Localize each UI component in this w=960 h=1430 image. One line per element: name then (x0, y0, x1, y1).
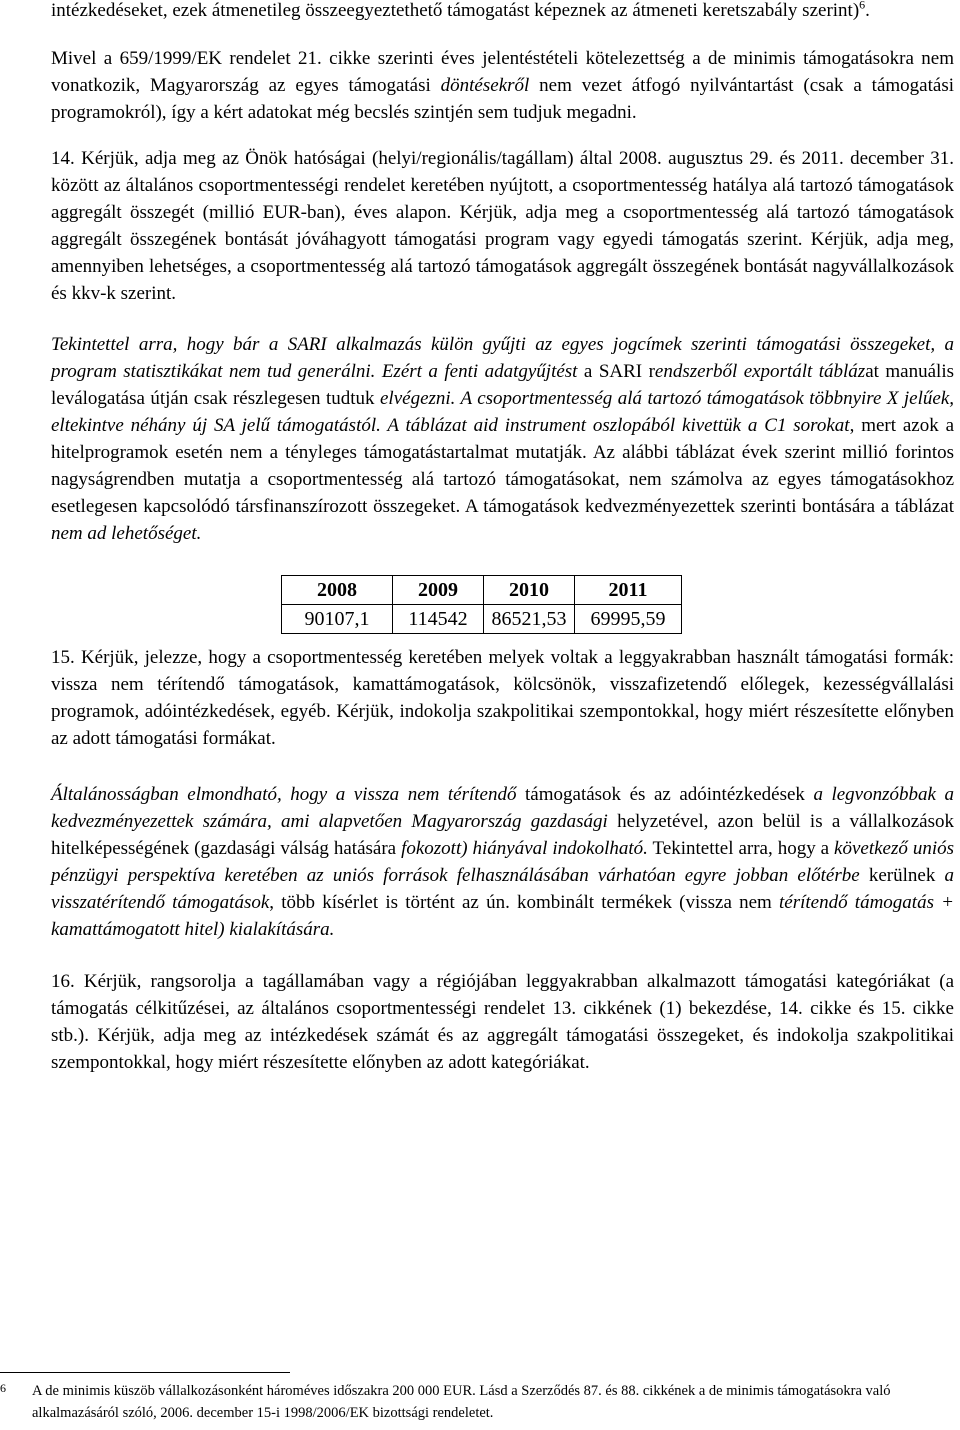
question-15 (51, 644, 954, 752)
italic-run: nem ad lehetőséget. (51, 523, 202, 544)
text-run: kerülnek (859, 865, 945, 886)
table-cell: 90107,1 (282, 605, 393, 634)
table-header-cell: 2009 (393, 576, 484, 605)
text-run: Kérjük, rangsorolja a tagállamában vagy a régiójában leggyakrabban alkalmazott támogatási kategóriákat (a támogatás célkitűzései, az általános csoportmentességi rendelet 13. cikkének (1) bekezdése, 14. cikke és 15. cikke stb.). Kérjük, adja meg az intézkedések számát és az aggregált támogatási összegeket, és indokolja szakpolitikai szempontokkal, hogy miért részesítette előnyben az adott kategóriákat. (51, 971, 954, 1073)
table-row (282, 605, 682, 634)
text-run: helyzetével, azon belül is a vállalkozások hitelképességének (gazdasági válság hatására (51, 811, 954, 859)
italic-run: Tekintettel arra, hogy bár a SARI alkalmazás külön gyűjti az egyes jogcímek szerinti támogatási összegeket, a program statisztikákat nem tud generálni. Ezért a fenti adatgyűjtést (51, 334, 954, 382)
question-number: 14. (51, 148, 75, 169)
answer-15 (51, 781, 954, 943)
question-14 (51, 145, 954, 307)
text-run: nem vezet átfogó nyilvántartást (csak a támogatási programokról), így a kért adatokat még becslés szintjén sem tudjuk megadni. (51, 75, 954, 123)
question-text (51, 647, 954, 749)
table-cell: 69995,59 (575, 605, 682, 634)
text-run: Mivel a 659/1999/EK rendelet 21. cikke szerinti éves jelentéstételi kötelezettség a de minimis támogatásokra nem vonatkozik, Magyarország az egyes támogatási (51, 48, 954, 96)
italic-run: fokozott) hiányával indokolható. (401, 838, 648, 859)
yearly-totals-table-wrap (281, 575, 954, 634)
text-run: támogatások és az adóintézkedések (516, 784, 814, 805)
italic-run: térítendő támogatás + kamattámogatott hitel) kialakítására. (51, 892, 954, 940)
text-run: . (865, 0, 870, 21)
text-run: Kérjük, jelezze, hogy a csoportmentesség keretében melyek voltak a leggyakrabban használt támogatási formák: vissza nem térítendő támogatások, kamattámogatások, kölcsönök, visszafizetendő előlegek, kezességvállalási programok, adóintézkedések, egyéb. Kérjük, indokolja szakpolitikai szempontokkal, hogy miért részesítette előnyben az adott támogatási formákat. (51, 647, 954, 749)
table-header-cell: 2011 (575, 576, 682, 605)
footnote-mark: 6 (0, 1381, 6, 1395)
text-run: Tekintettel arra, hogy a (647, 838, 835, 859)
document-page (51, 0, 954, 1076)
text-run: at manuális leválogatása útján csak részlegesen tudtuk (51, 361, 954, 409)
table-cell: 86521,53 (484, 605, 575, 634)
text-run: intézkedéseket, ezek átmenetileg összeegyeztethető támogatást képeznek az átmeneti keretszabály szerint) (51, 0, 860, 21)
italic-run: elvégezni. A csoportmentesség alá tartozó támogatások többnyire X jelűek, eltekintve néhány új SA jelű támogatástól. A táblázat aid instrument oszlopából kivettük a C1 sorokat (51, 388, 955, 436)
table-header-row (282, 576, 682, 605)
text-run: a SARI r (577, 361, 655, 382)
question-text (51, 148, 954, 304)
yearly-totals-table (281, 575, 682, 634)
italic-run: döntésekről (440, 75, 530, 96)
italic-run: következő uniós pénzügyi perspektíva keretében az uniós források felhasználásában várhatóan egyre jobban előtérbe (51, 838, 955, 886)
text-run: Kérjük, adja meg az Önök hatóságai (helyi/regionális/tagállam) által 2008. augusztus 29. és 2011. december 31. között az általános csoportmentességi rendelet keretében nyújtott, a csoportmentesség hatálya alá tartozó támogatások aggregált összegét (millió EUR-ban), éves alapon. Kérjük, adja meg a csoportmentesség alá tartozó támogatások aggregált összegének bontását jóváhagyott támogatási program vagy egyedi támogatás szerint. Kérjük, adja meg, amennyiben lehetséges, a csoportmentesség alá tartozó támogatások aggregált összegének bontását nagyvállalkozások és kkv-k szerint. (51, 148, 955, 304)
italic-run: a visszatérítendő támogatások (51, 865, 954, 913)
question-number: 15. (51, 647, 75, 668)
footnote-separator (0, 1372, 290, 1373)
answer-14 (51, 331, 954, 547)
question-16 (51, 968, 954, 1076)
italic-run: a legvonzóbbak a kedvezményezettek számára, ami alapvetően Magyarország gazdasági (51, 784, 954, 832)
table-header-cell: 2008 (282, 576, 393, 605)
table-header-cell: 2010 (484, 576, 575, 605)
italic-run: endszerből exportált tábláz (654, 361, 866, 382)
continuation-paragraph (51, 0, 954, 24)
footnote-reference: 6 (859, 0, 866, 12)
footnote-text: A de minimis küszöb vállalkozásonként hároméves időszakra 200 000 EUR. Lásd a Szerződés 87. és 88. cikkének a de minimis támogatásokra való alkalmazásáról szóló, 2006. december 15-i 1998/2006/EK bizottsági rendeletet. (32, 1383, 891, 1421)
italic-run: Általánosságban elmondható, hogy a vissza nem térítendő (51, 784, 517, 805)
text-run: , mert azok a hitelprogramok esetén nem a tényleges támogatástartalmat mutatják. Az alábbi táblázat évek szerint millió forintos nagyságrendben mutatja a csoportmentesség alá tartozó támogatásokat, nem számolva az egyes támogatásokhoz esetlegesen kapcsolódó társfinanszírozott összegeket. A támogatások kedvezményezettek szerinti bontására a táblázat (51, 415, 954, 517)
paragraph-de-minimis (51, 45, 954, 126)
text-run: , több kísérlet is történt az ún. kombinált termékek (vissza nem (269, 892, 780, 913)
table-cell: 114542 (393, 605, 484, 634)
question-text (51, 971, 954, 1073)
question-number: 16. (51, 971, 75, 992)
